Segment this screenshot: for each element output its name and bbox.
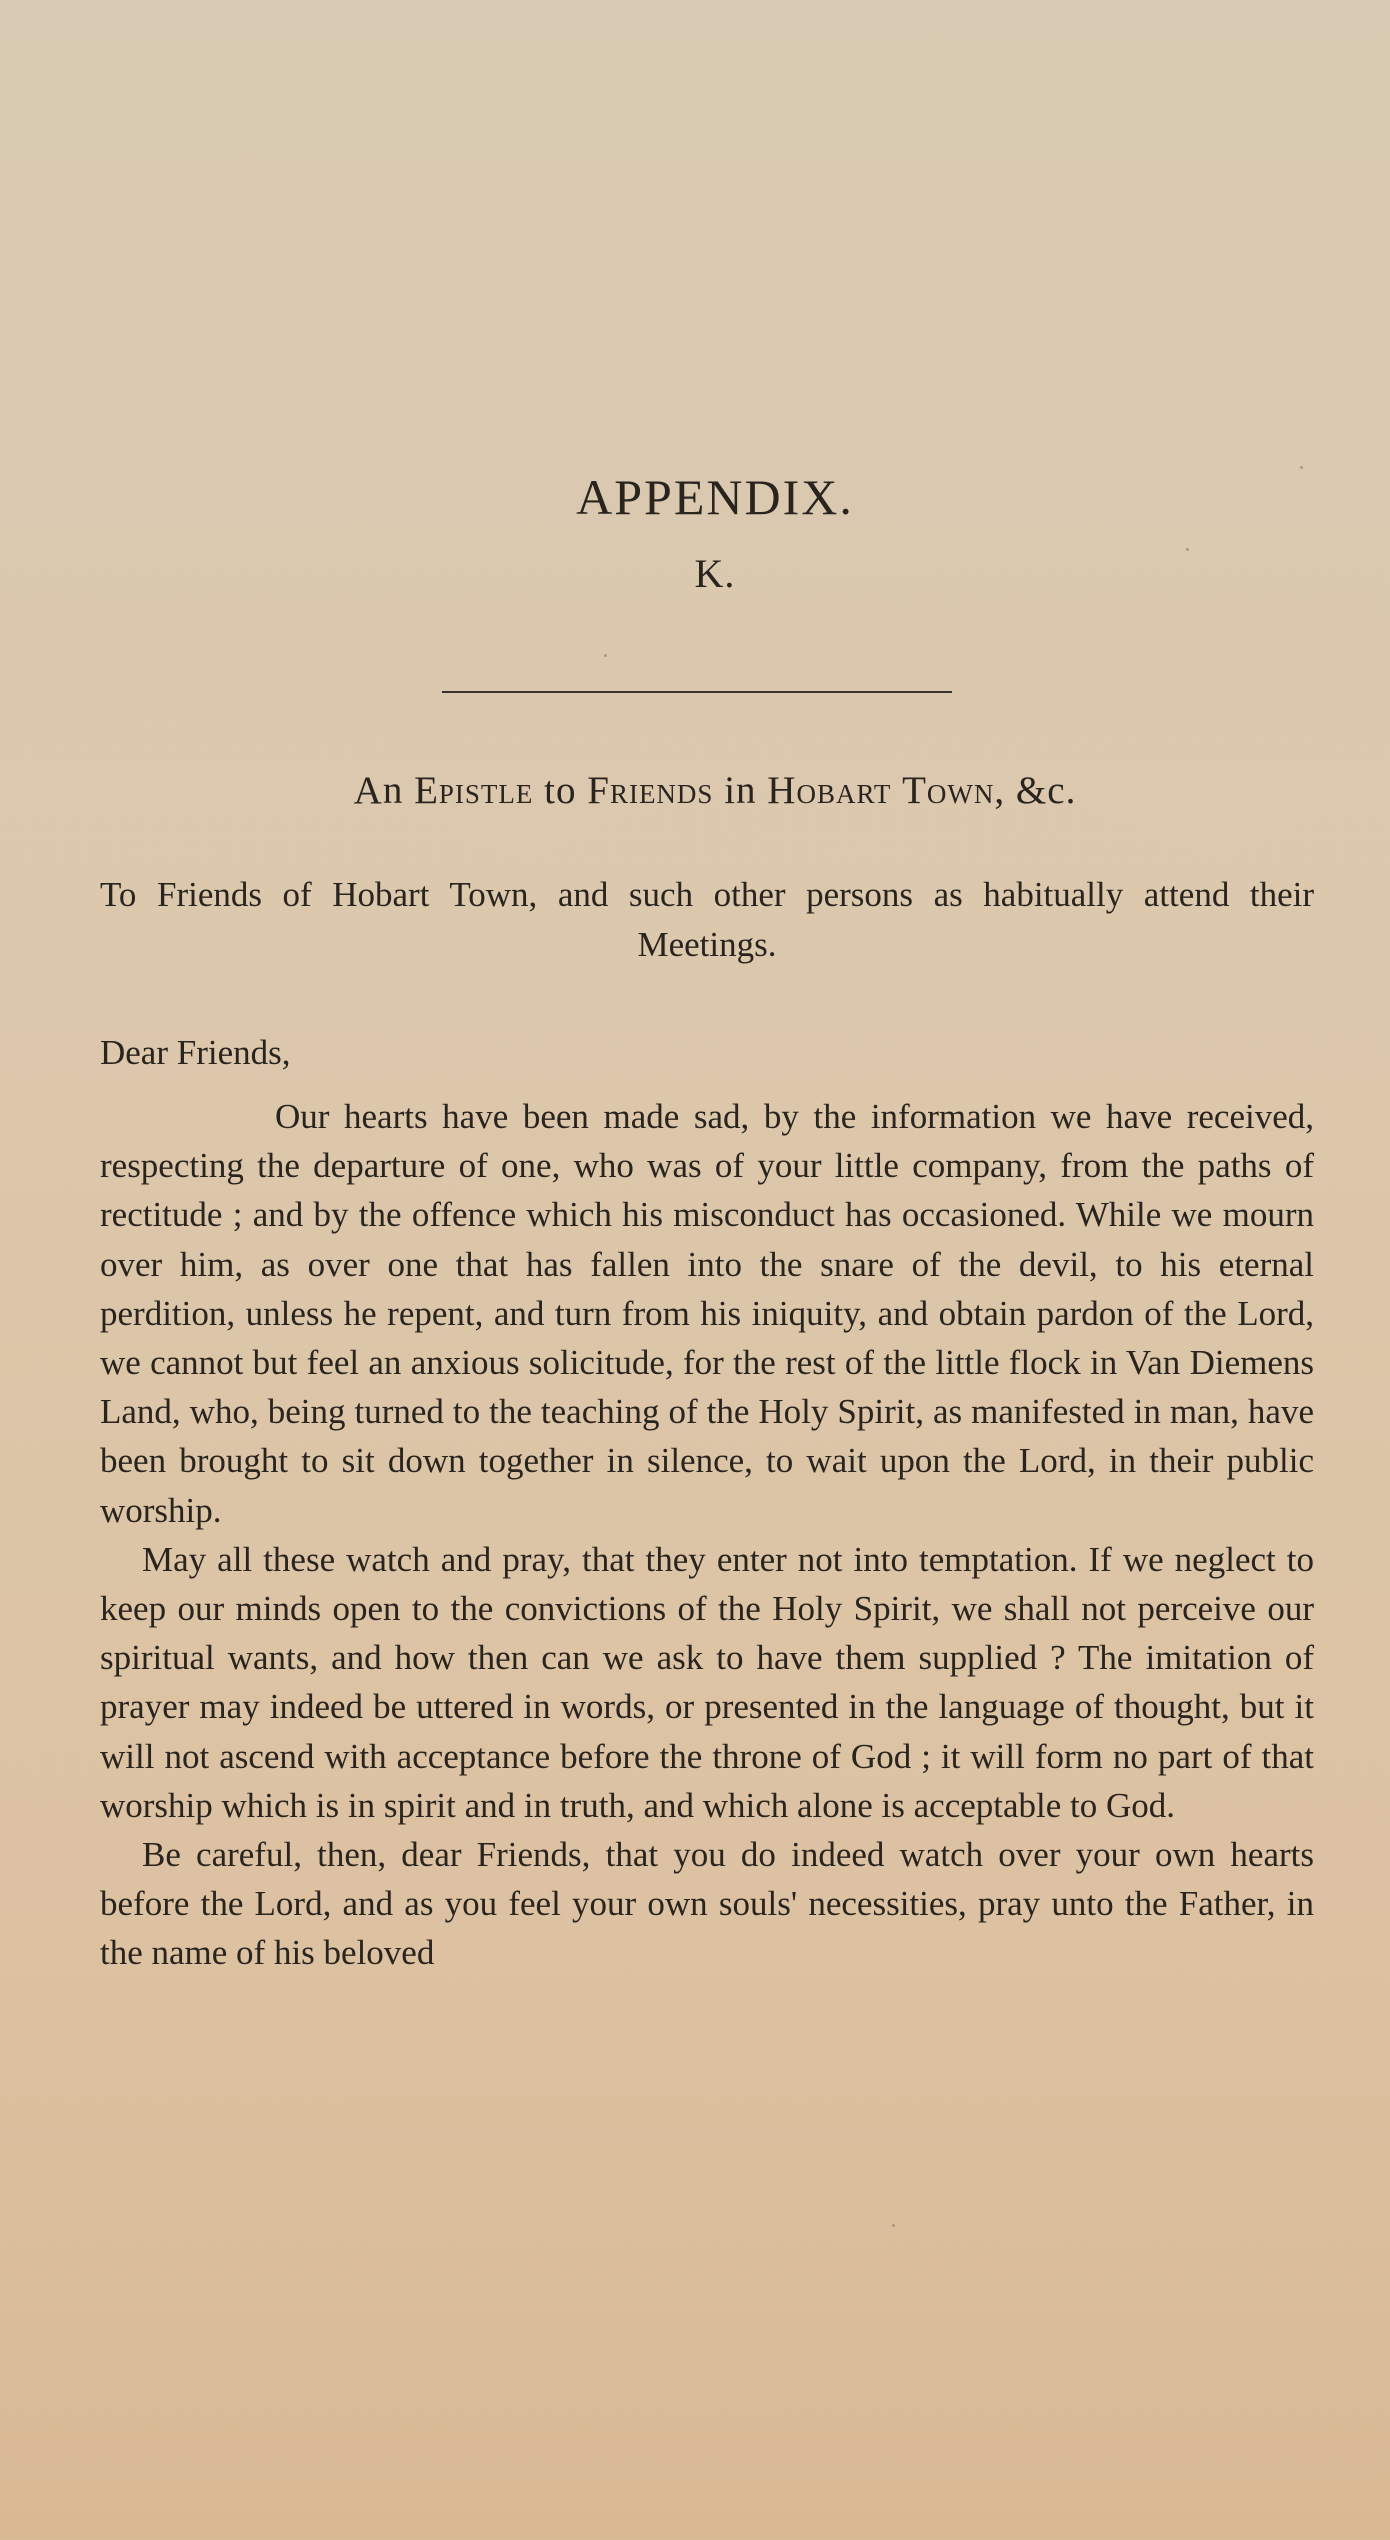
epistle-word-smallcaps: Town — [902, 769, 995, 812]
body-paragraph: May all these watch and pray, that they enter not into temptation. If we neglect to keep our minds open to the convictions of the Holy Spirit, we shall not perceive our spiritual wants, and how then can we ask to have them supplied ? The imitation of prayer may indeed be uttered in words, or presented in the language of thought, but it will not ascend with acceptance before the throne of God ; it will form no part of that worship which is in spirit and in truth, and which alone is acceptable to God. — [100, 1539, 1314, 1825]
epistle-word: An — [353, 769, 404, 812]
epistle-word: to — [544, 769, 577, 812]
epistle-word-smallcaps: Epistle — [414, 769, 534, 812]
body-paragraph: Our hearts have been made sad, by the information we have received, respecting the departure of one, who was of your little company, from the paths of rectitude ; and by the offence which his misconduct has occasioned. While we mourn over him, as over one that has fallen into the snare of the devil, to his eternal perdition, unless he repent, and turn from his iniquity, and obtain pardon of the Lord, we cannot but feel an anxious solicitude, for the rest of the little flock in Van Diemens Land, who, being turned to the teaching of the Holy Spirit, as manifested in man, have been brought to sit down together in silence, to wait upon the Lord, in their public worship. — [100, 1097, 1314, 1530]
divider-rule — [442, 691, 952, 693]
letter-body — [100, 1092, 1314, 1978]
paper-speck — [892, 2224, 895, 2227]
epistle-word-smallcaps: Friends — [587, 769, 714, 812]
body-paragraph: Be careful, then, dear Friends, that you do indeed watch over your own hearts before the Lord, and as you feel your own souls' necessities, pray unto the Father, in the name of his beloved — [100, 1835, 1314, 1973]
appendix-title: APPENDIX. — [576, 469, 854, 525]
paper-speck — [1186, 548, 1189, 551]
epistle-word: in — [724, 769, 757, 812]
paper-speck — [1300, 466, 1303, 469]
epistle-word: , &c. — [994, 769, 1077, 812]
appendix-letter: K. — [694, 551, 736, 596]
epistle-heading — [0, 768, 1390, 813]
salutation: Dear Friends, — [100, 1033, 291, 1072]
paper-speck — [604, 654, 607, 657]
address-line: To Friends of Hobart Town, and such other persons as habitually attend their Meetings. — [100, 875, 1314, 964]
epistle-word-smallcaps: Hobart — [767, 769, 892, 812]
